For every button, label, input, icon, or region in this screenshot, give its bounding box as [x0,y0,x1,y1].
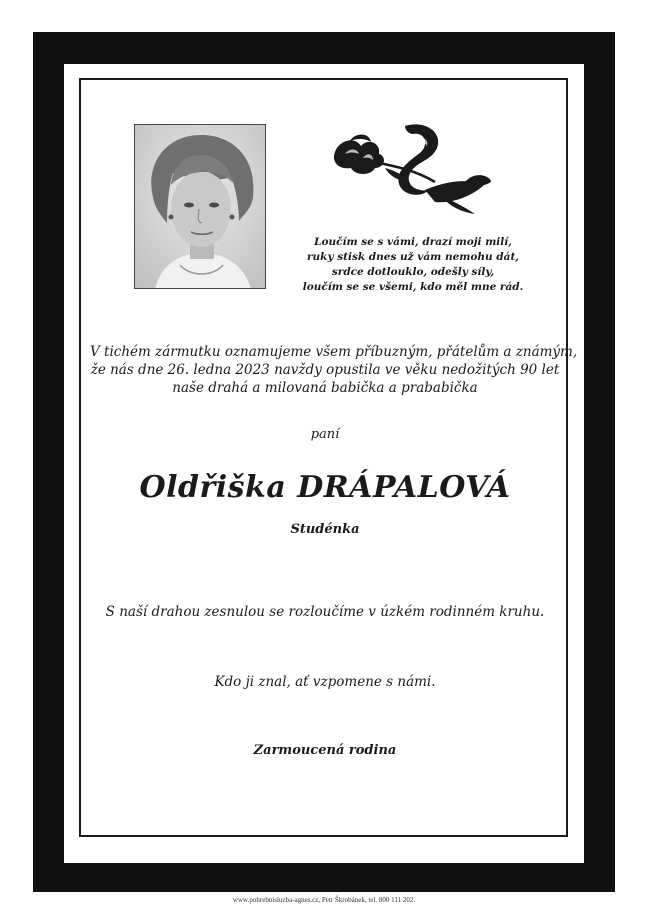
deceased-place: Studénka [290,522,360,537]
announcement-text [90,343,578,397]
remember-text: Kdo ji znal, ať vzpomene s námi. [214,674,436,690]
poem-line: loučím se se všemi, kdo měl mne rád. [302,281,524,293]
poem-line: Loučím se s vámi, drazí moji milí, [314,236,512,248]
portrait-photo [134,124,266,289]
announcement-line: naše drahá a milovaná babička a prababička [172,380,478,396]
announcement-line: že nás dne 26. ledna 2023 navždy opustila ve věku nedožitých 90 let [90,362,560,378]
family-signature: Zarmoucená rodina [253,743,397,758]
poem-line: ruky stisk dnes už vám nemohu dát, [307,251,519,263]
farewell-poem [278,235,548,295]
announcement-line: V tichém zármutku oznamujeme všem příbuzným, přátelům a známým, [90,344,578,360]
salutation: paní [310,427,340,442]
funeral-info: S naší drahou zesnulou se rozloučíme v úzkém rodinném kruhu. [105,604,545,620]
funeral-service-footer: www.pohrebnisluzba-agnes.cz, Petr Škrobánek, tel. 800 111 202. [232,896,416,904]
poem-line: srdce dotlouklo, odešly síly, [331,266,495,278]
rose-ornament-icon [325,122,495,222]
deceased-name: Oldřiška DRÁPALOVÁ [139,470,511,505]
